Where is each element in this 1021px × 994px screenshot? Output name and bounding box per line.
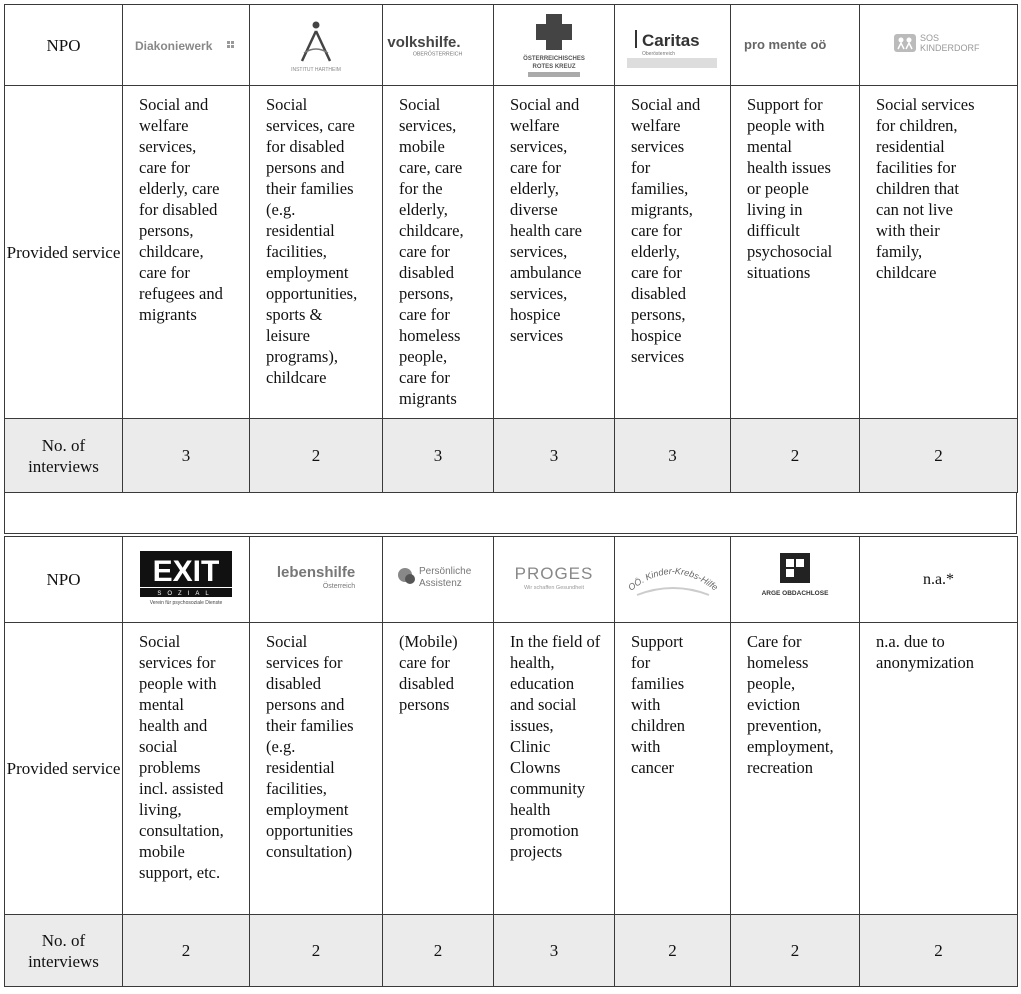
npo-label: NPO — [5, 537, 123, 623]
diakoniewerk-logo — [131, 30, 241, 60]
interview-count: 2 — [860, 419, 1018, 493]
svg-text:SOS: SOS — [919, 33, 939, 43]
service-cell: Social services for children, residential facilities for children that can not live with their family, childcare — [860, 86, 1018, 419]
svg-text:Persönliche: Persönliche — [419, 566, 472, 577]
svg-text:Assistenz: Assistenz — [419, 578, 462, 589]
proges-logo — [504, 557, 604, 597]
service-cell: (Mobile) care for disabled persons — [383, 623, 494, 915]
interview-count: 2 — [731, 915, 860, 987]
lebenshilfe-logo — [259, 557, 374, 597]
service-cell: n.a. due to anonymization — [860, 623, 1018, 915]
rotes-kreuz-logo — [514, 10, 594, 80]
interview-count: 2 — [123, 915, 250, 987]
npo-logo-cell — [250, 537, 383, 623]
service-cell: Social and welfare services, care for elderly, care for disabled persons, childcare, care for refugees and migrants — [123, 86, 250, 419]
caritas-logo — [625, 20, 720, 70]
svg-text:KINDERDORF: KINDERDORF — [919, 43, 980, 53]
interview-count: 2 — [250, 915, 383, 987]
npo-logo-cell — [615, 5, 731, 86]
pro-mente-logo — [740, 25, 850, 65]
svg-text:EXIT: EXIT — [152, 555, 220, 588]
npo-logo-cell — [123, 5, 250, 86]
service-cell: Social and welfare services for families, migrants, care for elderly, care for disabled persons, hospice services — [615, 86, 731, 419]
sos-kinderdorf-logo — [884, 25, 994, 65]
npo-logo-cell — [731, 5, 860, 86]
npo-logo-cell — [860, 5, 1018, 86]
interview-count: 3 — [383, 419, 494, 493]
svg-text:Wir schaffen Gesundheit: Wir schaffen Gesundheit — [523, 585, 585, 591]
service-cell: Social services for people with mental health and social problems incl. assisted living, consultation, mobile support, etc. — [123, 623, 250, 915]
service-cell: Social and welfare services, care for elderly, diverse health care services, ambulance services, hospice services — [494, 86, 615, 419]
service-cell: Support for people with mental health issues or people living in difficult psychosocial situations — [731, 86, 860, 419]
svg-text:Österreich: Österreich — [322, 583, 355, 590]
interview-count: 2 — [731, 419, 860, 493]
svg-text:Verein für psychosoziale Diens: Verein für psychosoziale Dienste — [149, 600, 223, 606]
exit-sozial-logo — [138, 547, 234, 607]
npo-table-1 — [4, 4, 1018, 493]
npo-logo-cell — [615, 537, 731, 623]
npo-label: NPO — [5, 5, 123, 86]
service-cell: In the field of health, education and social issues, Clinic Clowns community health promotion projects — [494, 623, 615, 915]
npo-logo-cell — [383, 5, 494, 86]
na-label: n.a.* — [922, 571, 955, 588]
svg-text:ROTES KREUZ: ROTES KREUZ — [532, 64, 576, 70]
interview-count: 3 — [123, 419, 250, 493]
svg-text:OÖ. Kinder-Krebs-Hilfe: OÖ. Kinder-Krebs-Hilfe — [625, 565, 720, 593]
service-cell: Social services for disabled persons and their families (e.g. residential facilities, employment opportunities consultation) — [250, 623, 383, 915]
institut-hartheim-logo — [286, 15, 346, 75]
npo-logo-cell — [731, 537, 860, 623]
interview-count: 3 — [494, 419, 615, 493]
interview-count: 2 — [860, 915, 1018, 987]
npo-logo-cell — [860, 537, 1018, 623]
kinder-krebs-hilfe-logo — [623, 555, 723, 599]
arge-obdachlose-logo — [760, 549, 830, 605]
npo-logo-cell — [494, 537, 615, 623]
table-separator — [4, 492, 1017, 534]
svg-text:ARGE OBDACHLOSE: ARGE OBDACHLOSE — [761, 590, 829, 597]
interview-count: 2 — [383, 915, 494, 987]
npo-logo-cell — [494, 5, 615, 86]
provided-service-label: Provided service — [5, 623, 123, 915]
svg-text:ÖSTERREICHISCHES: ÖSTERREICHISCHES — [523, 56, 585, 62]
interview-count: 2 — [250, 419, 383, 493]
svg-text:Caritas: Caritas — [642, 31, 700, 50]
interview-count: 3 — [615, 419, 731, 493]
service-cell: Care for homeless people, eviction prevention, employment, recreation — [731, 623, 860, 915]
svg-text:Diakoniewerk: Diakoniewerk — [135, 39, 213, 53]
svg-text:PROGES: PROGES — [514, 564, 594, 583]
interviews-label: No. of interviews — [5, 419, 123, 493]
svg-text:lebenshilfe: lebenshilfe — [276, 564, 355, 581]
volkshilfe-logo — [383, 25, 493, 65]
service-cell: Social services, care for disabled persons and their families (e.g. residential facilities, employment opportunities, sports & leisure programs), childcare — [250, 86, 383, 419]
service-cell: Social services, mobile care, care for the elderly, childcare, care for disabled persons, care for homeless people, care for migrants — [383, 86, 494, 419]
interview-count: 2 — [615, 915, 731, 987]
svg-text:SOZIAL: SOZIAL — [157, 591, 215, 597]
service-cell: Support for families with children with cancer — [615, 623, 731, 915]
npo-logo-cell — [123, 537, 250, 623]
persoenliche-assistenz-logo — [393, 557, 483, 597]
npo-logo-cell — [383, 537, 494, 623]
svg-text:pro mente oö: pro mente oö — [744, 37, 827, 52]
interview-count: 3 — [494, 915, 615, 987]
svg-text:Oberösterreich: Oberösterreich — [642, 51, 676, 57]
interviews-label: No. of interviews — [5, 915, 123, 987]
svg-text:INSTITUT HARTHEIM: INSTITUT HARTHEIM — [291, 67, 341, 73]
svg-text:volkshilfe.: volkshilfe. — [387, 33, 461, 51]
npo-table-2 — [4, 536, 1018, 987]
provided-service-label: Provided service — [5, 86, 123, 419]
svg-text:OBERÖSTERREICH: OBERÖSTERREICH — [412, 51, 463, 58]
npo-logo-cell — [250, 5, 383, 86]
